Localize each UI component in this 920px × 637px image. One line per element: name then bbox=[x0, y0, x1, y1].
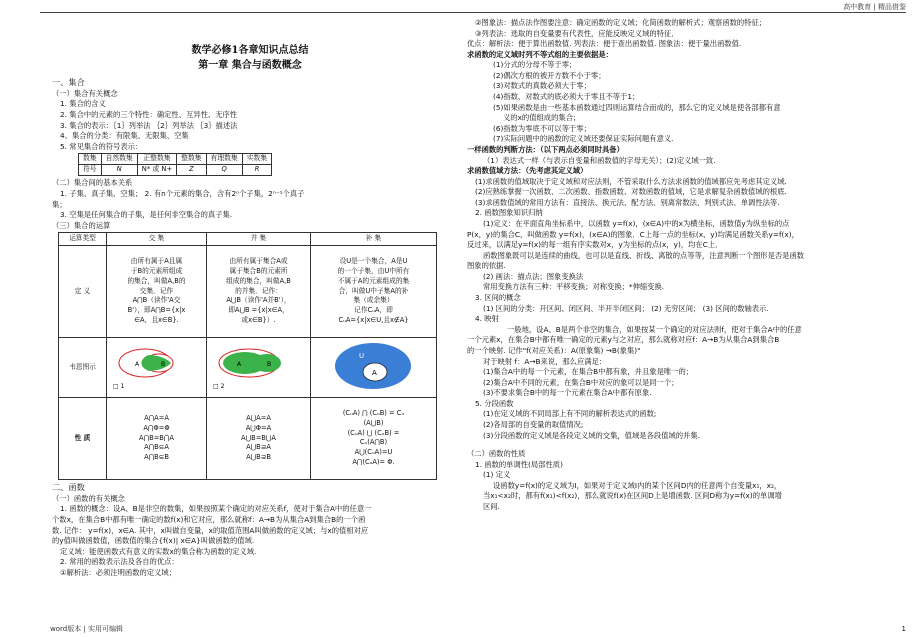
intersection-definition bbox=[107, 245, 207, 337]
header-rule bbox=[40, 12, 906, 13]
bold-heading: 求函数值域方法：（先考虑其定义域） bbox=[467, 166, 588, 176]
bold-heading: 一样函数的判断方法：（以下两点必须同时具备） bbox=[467, 144, 624, 154]
universal-set-label: U bbox=[359, 351, 365, 360]
subsection-heading: （二）函数的性质 bbox=[467, 449, 526, 459]
set-a-label: A bbox=[372, 368, 377, 377]
text-line: (CᵤA) ⋃ (CᵤB) = bbox=[347, 428, 400, 437]
union-properties bbox=[207, 397, 311, 479]
text-line: A⋂B⊆A bbox=[144, 443, 169, 452]
text-line: 3. 空集是任何集合的子集，是任何非空集合的真子集. bbox=[60, 210, 233, 220]
text-line: (1)求函数的值域取决于定义域和对应法则，不管采取什么方法求函数的值域都应先考虑其定义域. bbox=[475, 176, 787, 186]
page-header: 高中教育 | 精品借鉴 bbox=[843, 3, 906, 11]
complement-venn-diagram bbox=[313, 340, 433, 392]
text-line: (5)如果函数是由一些基本函数通过四则运算结合而成的，那么它的定义域是使各部都有意 bbox=[493, 102, 781, 112]
text-line: CᵤA={x|x∈U,且x∉A} bbox=[338, 315, 409, 324]
section-heading: 一、集合 bbox=[52, 77, 85, 87]
figure-caption: □ 2 bbox=[213, 382, 225, 390]
table-cell: 符号 bbox=[79, 165, 102, 176]
text-line: (6)指数为零底不可以等于零； bbox=[493, 123, 591, 133]
text-line: 个数x，在集合B中都有唯一确定的数f(x)和它对应，那么就称f：A→B为从集合A到集合B的一个函 bbox=[52, 515, 366, 525]
page-footer: word版本 | 实用可编辑 bbox=[50, 624, 124, 633]
set-b-label: B bbox=[161, 360, 166, 368]
text-line: A⋂A=A bbox=[144, 414, 169, 423]
table-cell: 有理数集 bbox=[206, 154, 242, 165]
text-line: 集（或余集） bbox=[353, 296, 394, 305]
text-line: ①解析法：必须注明函数的定义域； bbox=[60, 567, 176, 577]
text-line: (4)指数、对数式的底必须大于零且不等于1； bbox=[493, 92, 640, 102]
text-line: (3)不要求集合B中的每一个元素在集合A中都有原象. bbox=[483, 388, 652, 398]
set-operations-table bbox=[58, 232, 437, 480]
figure-caption: □ 1 bbox=[113, 382, 125, 390]
text-line: 义的x的值组成的集合； bbox=[503, 113, 581, 123]
text-line: 一个元素x，在集合B中都有唯一确定的元素y与之对应，那么就称对应f：A→B为从集合A到集合B bbox=[467, 335, 780, 345]
text-line: 定义域：能使函数式有意义的实数x的集合称为函数的定义域. bbox=[60, 546, 257, 556]
complement-properties bbox=[311, 397, 437, 479]
text-line: (7)实际问题中的函数的定义域还要保证实际问题有意义. bbox=[493, 134, 674, 144]
text-line: (2) 画法：描点法；图象变换法 bbox=[483, 271, 584, 281]
text-line: (CᵤA) ⋂ (CᵤB) = Cᵤ bbox=[342, 409, 405, 418]
table-header: 交 集 bbox=[107, 233, 207, 246]
text-line: 3. 区间的概念 bbox=[475, 293, 521, 303]
text-line: A⋂(CᵤA)= Φ. bbox=[352, 457, 395, 466]
text-line: A⋃B⊇B bbox=[246, 453, 271, 462]
text-line: 优点：解析法：便于算出函数值. 列表法：便于查出函数值. 图象法：便于量出函数值. bbox=[467, 39, 742, 49]
text-line: 合，叫做U中子集A的补 bbox=[338, 286, 409, 295]
text-line: 属于集合B的元素所 bbox=[229, 267, 288, 276]
text-line: 1. 子集、真子集、空集； 2. 有n个元素的集合，含有2ⁿ个子集，2ⁿ⁻¹个真子 bbox=[60, 188, 305, 198]
text-line: 2. 函数图象知识归纳 bbox=[475, 208, 543, 218]
intersection-venn-diagram bbox=[109, 341, 201, 391]
text-line: (1)在定义域的不同局部上有不同的解析表达式的函数; bbox=[483, 409, 657, 419]
text-line: 组成的集合，叫做A,B bbox=[226, 276, 291, 285]
text-line: ②图象法：描点法作图要注意：确定函数的定义域；化简函数的解析式；观察函数的特征； bbox=[475, 18, 767, 27]
text-line: A⋃Φ=A bbox=[245, 423, 272, 432]
table-cell: Q bbox=[206, 165, 242, 176]
text-line: 2. 集合中的元素的三个特性：确定性、互异性、无序性 bbox=[60, 110, 238, 120]
chapter-title: 第一章 集合与函数概念 bbox=[198, 59, 302, 71]
text-line: (3)求函数值域的常用方法有：直接法、换元法、配方法、别离常数法、判别式法、单调性法等. bbox=[475, 197, 780, 207]
text-line: （1）表达式一样（与表示自变量和函数值的字母无关）；(2)定义域一致. bbox=[483, 155, 716, 165]
set-a-label: A bbox=[237, 360, 242, 368]
text-line: P(x，y)的集合C，叫做函数 y=f(x)，(x∈A)的图象．C上每一点的坐标(x，y)均满足函数关系y=f(x)， bbox=[467, 229, 799, 239]
table-cell: R bbox=[242, 165, 271, 176]
text-line: 的y值叫做函数值，函数值的集合{f(x)| x∈A}叫做函数的值域. bbox=[52, 536, 255, 546]
text-line: (3)分段函数的定义域是各段定义域的交集，值域是各段值域的并集. bbox=[483, 430, 700, 440]
text-line: 的集合，叫做A,B的 bbox=[127, 276, 186, 285]
text-line: 4、集合的分类：有限集、无限集、空集 bbox=[60, 131, 189, 141]
text-line: 4. 映射 bbox=[475, 314, 499, 324]
text-line: A⋂B=B⋂A bbox=[139, 433, 174, 442]
text-line: (1)定义：在平面直角坐标系中，以函数 y=f(x)，(x∈A)中的x为横坐标，函数值y为纵坐标的点 bbox=[483, 218, 790, 228]
table-cell: N bbox=[101, 165, 137, 176]
text-line: 5. 常见集合的符号表示： bbox=[60, 141, 143, 151]
table-header: 并 集 bbox=[207, 233, 311, 246]
text-line: 区间. bbox=[483, 502, 500, 512]
text-line: 设U是一个集合，A是U bbox=[339, 257, 408, 266]
text-line: 设函数y=f(x)的定义域为I，如果对于定义域I内的某个区间D内的任意两个自变量x₁，x₂， bbox=[493, 480, 782, 490]
text-line: Cᵤ(A⋂B) bbox=[359, 438, 388, 447]
text-line: 图象的依据. bbox=[467, 261, 506, 271]
intersection-venn bbox=[107, 337, 207, 397]
complement-definition bbox=[311, 245, 437, 337]
subsection-heading: （一）函数的有关概念 bbox=[52, 493, 125, 503]
text-line: 由所有属于集合A或 bbox=[229, 257, 288, 266]
text-line: A⋃A=A bbox=[246, 414, 271, 423]
table-cell: 数集 bbox=[79, 154, 102, 165]
table-header: 补 集 bbox=[311, 233, 437, 246]
text-line: A⋃B⊇A bbox=[246, 443, 271, 452]
row-label: 性 质 bbox=[59, 397, 107, 479]
text-line: (2)偶次方根的被开方数不小于零； bbox=[493, 70, 606, 80]
text-line: 不属于A的元素组成的集 bbox=[337, 276, 410, 285]
union-venn bbox=[207, 337, 311, 397]
text-line: 交集．记作 bbox=[139, 286, 174, 295]
text-line: 数. 记作： y=f(x)，x∈A. 其中，x叫做自变量，x的取值范围A叫做函数的定义域；与x的值相对应 bbox=[52, 525, 369, 535]
table-cell: 实数集 bbox=[242, 154, 271, 165]
text-line: 即A⋃B ={x|x∈A， bbox=[228, 306, 289, 315]
symbol-table bbox=[78, 153, 272, 176]
text-line: 于B的元素所组成 bbox=[130, 267, 183, 276]
text-line: 对于映射 f：A→B来说，那么应满足： bbox=[483, 356, 607, 366]
text-line: 1. 集合的含义 bbox=[60, 99, 106, 109]
text-line: 的一个映射. 记作"f(对应关系)：A(原象集) →B(象集)" bbox=[467, 345, 641, 355]
text-line: 的并集．记作： bbox=[235, 286, 282, 295]
text-line: (2)各局部的自变量的取值情况; bbox=[483, 419, 584, 429]
subsection-heading: （二）集合间的基本关系 bbox=[52, 178, 133, 188]
text-line: 一般地，设A、B是两个非空的集合，如果按某一个确定的对应法则f，使对于集合A中的任意 bbox=[507, 324, 802, 334]
text-line: (A⋃B) bbox=[363, 419, 384, 428]
text-line: A⋂B⊆B bbox=[144, 453, 169, 462]
intersection-properties bbox=[107, 397, 207, 479]
text-line: A⋃(CᵤA)=U bbox=[354, 448, 393, 457]
text-line: ∈A，且x∈B}. bbox=[134, 315, 179, 324]
text-line: (1) 区间的分类：开区间、闭区间、半开半闭区间； (2) 无穷区间； (3) 区间的数轴表示. bbox=[483, 303, 769, 313]
row-label: 韦恩图示 bbox=[59, 337, 107, 397]
text-line: 1. 函数的概念：设A、B是非空的数集，如果按照某个确定的对应关系f，使对于集合A中的任意一 bbox=[60, 504, 372, 514]
table-cell: Z bbox=[177, 165, 206, 176]
complement-venn bbox=[311, 337, 437, 397]
row-label: 定 义 bbox=[59, 245, 107, 337]
set-a-label: A bbox=[135, 360, 140, 368]
section-heading: 二、函数 bbox=[52, 481, 85, 492]
text-line: (1)分式的分母不等于零； bbox=[493, 60, 577, 70]
text-line: A⋃B=B⋃A bbox=[241, 433, 276, 442]
document-title: 数学必修1各章知识点总结 bbox=[191, 45, 309, 56]
left-column bbox=[52, 18, 448, 578]
text-line: (3)对数式的真数必须大于零； bbox=[493, 81, 591, 91]
text-line: B'），即A⋂B={x|x bbox=[127, 306, 186, 315]
text-line: A⋂B（读作'A交 bbox=[132, 296, 181, 305]
text-line: 反过来，以满足y=f(x)的每一组有序实数对x，y为坐标的点(x，y)，均在C上． bbox=[467, 240, 723, 250]
text-line: 常用变换方法有三种：平移变换；对称变换；*伸缩变换. bbox=[483, 282, 665, 292]
text-line: (1) 定义 bbox=[483, 470, 511, 480]
text-line: (1)集合A中的每一个元素，在集合B中都有象，并且象是唯一的； bbox=[483, 367, 694, 377]
text-line: 集； bbox=[52, 199, 67, 209]
union-venn-diagram bbox=[209, 341, 305, 391]
text-line: 2. 常用的函数表示法及各自的优点： bbox=[60, 557, 179, 567]
text-line: 3. 集合的表示：｛1｝列举法 ｛2｝列举法 ｛3｝描述法 bbox=[60, 120, 238, 130]
table-header: 运算类型 bbox=[59, 233, 107, 246]
text-line: 由所有属于A且属 bbox=[130, 257, 183, 266]
text-line: A⋃B（读作'A并B'）， bbox=[226, 296, 291, 305]
union-definition bbox=[207, 245, 311, 337]
bold-heading: 求函数的定义域时列不等式组的主要依据是： bbox=[467, 49, 613, 59]
table-cell: N* 或 N+ bbox=[137, 165, 176, 176]
table-cell: 正整数集 bbox=[137, 154, 176, 165]
text-line: A⋂Φ=Φ bbox=[143, 423, 170, 432]
text-line: (2)集合A中不同的元素，在集合B中对应的象可以是同一个； bbox=[483, 377, 679, 387]
subsection-heading: （一）集合有关概念 bbox=[52, 88, 118, 98]
right-column bbox=[467, 18, 887, 513]
table-cell: 自然数集 bbox=[101, 154, 137, 165]
text-line: 或x∈B}）. bbox=[241, 315, 276, 324]
set-b-label: B bbox=[267, 360, 272, 368]
text-line: 1. 函数的单调性(局部性质) bbox=[475, 459, 563, 469]
subsection-heading: （三）集合的运算 bbox=[52, 220, 111, 230]
text-line: 的一个子集，由U中所有 bbox=[337, 267, 410, 276]
text-line: 记作CᵤA，即 bbox=[354, 306, 393, 315]
page-number: 1 bbox=[901, 624, 906, 633]
table-cell: 整数集 bbox=[177, 154, 206, 165]
text-line: (2)应熟练掌握一次函数、二次函数、指数函数、对数函数的值域，它是求解复杂函数值域的根底. bbox=[475, 187, 787, 197]
text-line: 当x₁<x₂时，都有f(x₁)<f(x₂)，那么就说f(x)在区间D上是增函数. 区间D称为y=f(x)的单调增 bbox=[483, 491, 782, 501]
text-line: 函数图象既可以是连续的曲线，也可以是直线、折线、离散的点等等，注意判断一个图形是否是函数 bbox=[483, 250, 805, 260]
text-line: 5. 分段函数 bbox=[475, 398, 514, 408]
text-line: ③列表法：选取的自变量要有代表性，应能反映定义域的特征． bbox=[475, 28, 679, 38]
